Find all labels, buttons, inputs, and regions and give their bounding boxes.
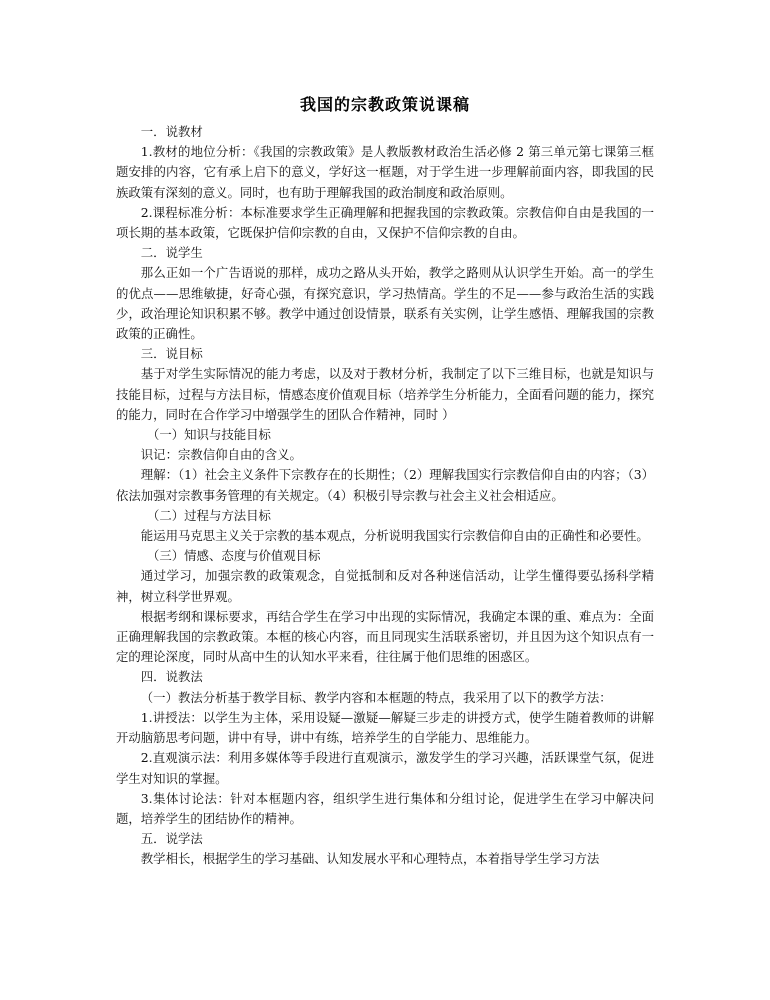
body-paragraph: 识记：宗教信仰自由的含义。 bbox=[140, 447, 302, 463]
section-heading: 二．说学生 bbox=[140, 245, 203, 261]
body-paragraph: （一）教法分析基于教学目标、教学内容和本框题的特点，我采用了以下的教学方法： bbox=[140, 689, 612, 705]
section-heading: 三．说目标 bbox=[140, 346, 203, 362]
body-paragraph: 2.直观演示法：利用多媒体等手段进行直观演示，激发学生的学习兴趣，活跃课堂气氛，促进学生对知识的掌握。 bbox=[116, 750, 654, 786]
body-paragraph: 理解：（1）社会主义条件下宗教存在的长期性；（2）理解我国实行宗教信仰自由的内容；（3）依法加强对宗教事务管理的有关规定。（4）积极引导宗教与社会主义社会相适应。 bbox=[116, 467, 654, 503]
body-paragraph: 1.教材的地位分析：《我国的宗教政策》是人教版教材政治生活必修 2 第三单元第七课第三框题安排的内容，它有承上启下的意义，学好这一框题，对于学生进一步理解前面内容，即我国的民族政策有深刻的意义。同时，也有助于理解我国的政治制度和政治原则。 bbox=[116, 144, 654, 200]
section-heading: （二）过程与方法目标 bbox=[147, 507, 271, 523]
section-heading: （三）情感、态度与价值观目标 bbox=[147, 548, 321, 564]
body-paragraph: 2.课程标准分析：本标准要求学生正确理解和把握我国的宗教政策。宗教信仰自由是我国的一项长期的基本政策，它既保护信仰宗教的自由，又保护不信仰宗教的自由。 bbox=[116, 204, 654, 241]
page-title: 我国的宗教政策说课稿 bbox=[299, 95, 470, 114]
body-paragraph: 1.讲授法：以学生为主体，采用设疑—激疑—解疑三步走的讲授方式，使学生随着教师的讲解开动脑筋思考问题，讲中有导，讲中有练，培养学生的自学能力、思维能力。 bbox=[116, 709, 654, 746]
body-paragraph: 通过学习，加强宗教的政策观念，自觉抵制和反对各种迷信活动，让学生懂得要弘扬科学精神，树立科学世界观。 bbox=[116, 568, 654, 604]
body-paragraph: 3.集体讨论法：针对本框题内容，组织学生进行集体和分组讨论，促进学生在学习中解决问题，培养学生的团结协作的精神。 bbox=[116, 790, 654, 826]
body-paragraph: 能运用马克思主义关于宗教的基本观点，分析说明我国实行宗教信仰自由的正确性和必要性。 bbox=[140, 528, 649, 544]
body-paragraph: 教学相长，根据学生的学习基础、认知发展水平和心理特点，本着指导学生学习方法 bbox=[140, 851, 600, 867]
body-paragraph: 根据考纲和课标要求，再结合学生在学习中出现的实际情况，我确定本课的重、难点为：全面正确理解我国的宗教政策。本框的核心内容，而且同现实生活联系密切，并且因为这个知识点有一定的理论深度，同时从高中生的认知水平来看，往往属于他们思维的困惑区。 bbox=[116, 608, 654, 665]
section-heading: 一．说教材 bbox=[140, 124, 203, 139]
section-heading: 四．说教法 bbox=[140, 669, 203, 685]
body-paragraph: 那么正如一个广告语说的那样，成功之路从头开始，教学之路则从认识学生开始。高一的学生的优点——思维敏捷，好奇心强，有探究意识，学习热情高。学生的不足——参与政治生活的实践少，政治理论知识积累不够。教学中通过创设情景，联系有关实例，让学生感悟、理解我国的宗教政策的正确性。 bbox=[116, 265, 654, 342]
document-body bbox=[116, 122, 654, 870]
body-paragraph: 基于对学生实际情况的能力考虑，以及对于教材分析，我制定了以下三维目标，也就是知识与技能目标，过程与方法目标，情感态度价值观目标（培养学生分析能力，全面看问题的能力，探究的能力，同时在合作学习中增强学生的团队合作精神，同时 ） bbox=[116, 366, 654, 422]
section-heading: （一）知识与技能目标 bbox=[147, 427, 271, 443]
section-heading: 五．说学法 bbox=[140, 831, 203, 847]
